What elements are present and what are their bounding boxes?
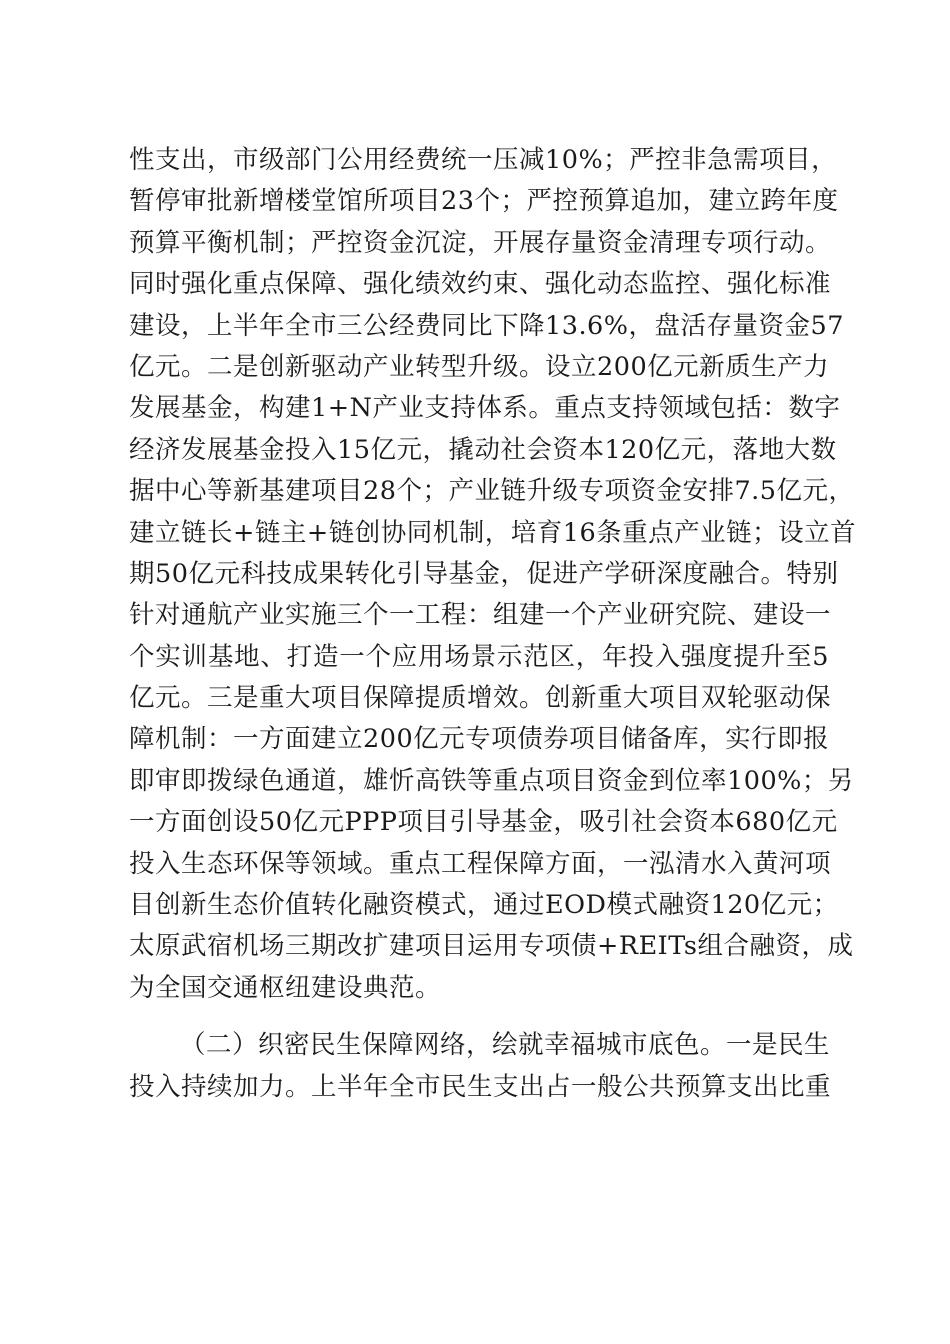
text-line: 一方面创设50亿元PPP项目引导基金，吸引社会资本680亿元 [129,807,838,838]
text-line: 针对通航产业实施三个一工程：组建一个产业研究院、建设一 [129,600,832,631]
paragraph-spacer [129,1009,829,1025]
text-line: 据中心等新基建项目28个；产业链升级专项资金安排7.5亿元， [129,476,855,507]
text-line: 亿元。三是重大项目保障提质增效。创新重大项目双轮驱动保 [129,683,832,714]
text-line: 预算平衡机制；严控资金沉淀，开展存量资金清理专项行动。 [129,227,832,258]
text-line: 暂停审批新增楼堂馆所项目23个；严控预算追加，建立跨年度 [129,186,839,217]
text-line: 太原武宿机场三期改扩建项目运用专项债+REITs组合融资，成 [129,931,854,962]
document-body [129,140,857,1108]
text-line: 发展基金，构建1+N产业支持体系。重点支持领域包括：数字 [129,393,841,424]
text-line: 个实训基地、打造一个应用场景示范区，年投入强度提升至5 [129,641,829,672]
text-line: 建立链长+链主+链创协同机制，培育16条重点产业链；设立首 [129,517,857,548]
text-line: 期50亿元科技成果转化引导基金，促进产学研深度融合。特别 [129,558,839,589]
text-line: 目创新生态价值转化融资模式，通过EOD模式融资120亿元； [129,890,839,921]
text-line: 为全国交通枢纽建设典范。 [129,972,442,1003]
paragraph-1 [129,140,857,1009]
text-line: 投入生态环保等领域。重点工程保障方面，一泓清水入黄河项 [129,848,832,879]
text-line: 投入持续加力。上半年全市民生支出占一般公共预算支出比重 [129,1071,832,1102]
paragraph-2 [129,1025,832,1108]
text-line: 经济发展基金投入15亿元，撬动社会资本120亿元，落地大数 [129,434,837,465]
text-line: （二）织密民生保障网络，绘就幸福城市底色。一是民生 [180,1030,831,1061]
text-line: 同时强化重点保障、强化绩效约束、强化动态监控、强化标准 [129,269,832,300]
text-line: 障机制：一方面建立200亿元专项债券项目储备库，实行即报 [129,724,830,755]
text-line: 建设，上半年全市三公经费同比下降13.6%，盘活存量资金57 [129,310,844,341]
text-line: 即审即拨绿色通道，雄忻高铁等重点项目资金到位率100%；另 [129,765,854,796]
text-line: 性支出，市级部门公用经费统一压减10%；严控非急需项目， [129,145,838,175]
text-line: 亿元。二是创新驱动产业转型升级。设立200亿元新质生产力 [129,351,830,382]
